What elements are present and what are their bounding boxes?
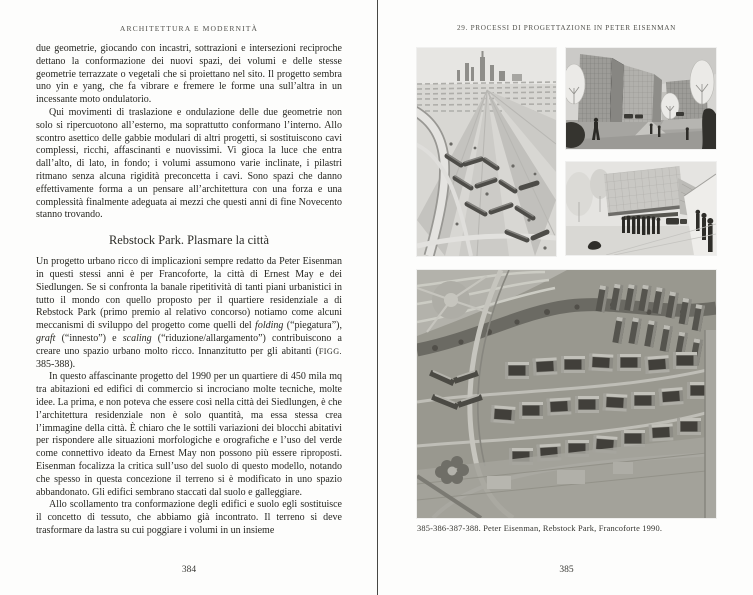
figure-caption: 385-386-387-388. Peter Eisenman, Rebstock Park, Francoforte 1990. (417, 524, 663, 533)
aerial-rendering-image (417, 48, 556, 256)
page-number-left: 384 (181, 565, 197, 575)
street-rendering-towers-image (566, 48, 716, 149)
paragraph: In questo affascinante progetto del 1990 per un quartiere di 450 mila mq tra abitazioni ed edifici di commercio si incrociano molte tecniche, molte idee. La prima, e non poteva che essere così nella città dei Siedlungen, è che l’architettura residenziale non è solo quantità, ma essa stessa crea l’immagine della città. È chiaro che le sottili variazioni dei blocchi abitativi per rispondere alle situazioni morfologiche e orografiche e l’uso del verde come connettivo ideato da Ernest May non possono più essere riproposti. Eisenman focalizza la critica sull’uso del suolo di questo modello, notando che spesso in questa concezione il terreno si è modificato in uno spazio abbandonato. Gli edifici sembrano staccati dal suolo e galleggiare. (36, 371, 342, 498)
paragraph: Allo scollamento tra conformazione degli edifici e suolo egli sostituisce il concetto di tessuto, che abbiamo già incontrato. Il terreno si deve trasformare da lastra su cui poggiare i volumi in un insieme (36, 499, 342, 536)
paragraph: Un progetto urbano ricco di implicazioni sempre redatto da Peter Eisenman in questi stessi anni è per Francoforte, la città di Ernest May e dei Siedlungen. Se si confronta la banale ripetitività di tanti piani urbanistici in tutto il mondo con quello proposto per il quartiere residenziale a di Rebstock Park (primo premio al relativo concorso) notiamo come alcuni meccanismi di sviluppo del progetto come quelli del folding (“piegatura”), graft (“innesto”) e scaling (“riduzione/allargamento”) contribuiscono a creare uno spazio urbano molto ricco. Innanzitutto per gli abitanti (FIGG. 385-388). (36, 256, 342, 370)
figure-386-street-rendering-towers (566, 48, 716, 149)
paragraph: due geometrie, giocando con incastri, sottrazioni e intersezioni reciproche dettano la conformazione dei nuovi spazi, dei volumi e delle stesse geometrie terrazzate o vegetali che si proiettano nel sito. Il progetto sembra uno yin e yang, che fa vibrare e fremere le forme una sull’altra in un incessante moto ondulatorio. (36, 43, 342, 106)
paragraph: Qui movimenti di traslazione e ondulazione delle due geometrie non solo si ripercuotono all’esterno, ma soprattutto conformano l’interno. Allo scontro asettico delle gabbie modulari di altri progetti, si sostituiscono cavi complessi, ricchi, affascinanti e nuovissimi. Vi gioca la luce che entra dall’alto, di lato, in fondo; i volumi assumono varie inclinate, i pilastri ritmano senza alcuna rigidità preconcetta i cavi. Sono spazi che danno effettivamente forma a un pensare all’architettura con una forza e una complessità finalmente adeguata ai mezzi che questi anni di fine Novecento stanno trovando. (36, 106, 342, 221)
section-heading: Rebstock Park. Plasmare la città (108, 233, 269, 248)
street-rendering-canopy-image (566, 162, 716, 255)
running-head-left: ARCHITETTURA E MODERNITÀ (119, 24, 259, 33)
left-page-content (36, 43, 342, 538)
running-head-right: 29. PROCESSI DI PROGETTAZIONE IN PETER EISENMAN (457, 24, 676, 32)
site-model-image (417, 270, 716, 518)
figure-388-site-model-photograph (417, 270, 716, 518)
figure-385-aerial-perspective-rendering (417, 48, 556, 256)
page-number-right: 385 (559, 565, 574, 575)
page-right (378, 0, 753, 595)
figure-387-street-rendering-canopy (566, 162, 716, 255)
